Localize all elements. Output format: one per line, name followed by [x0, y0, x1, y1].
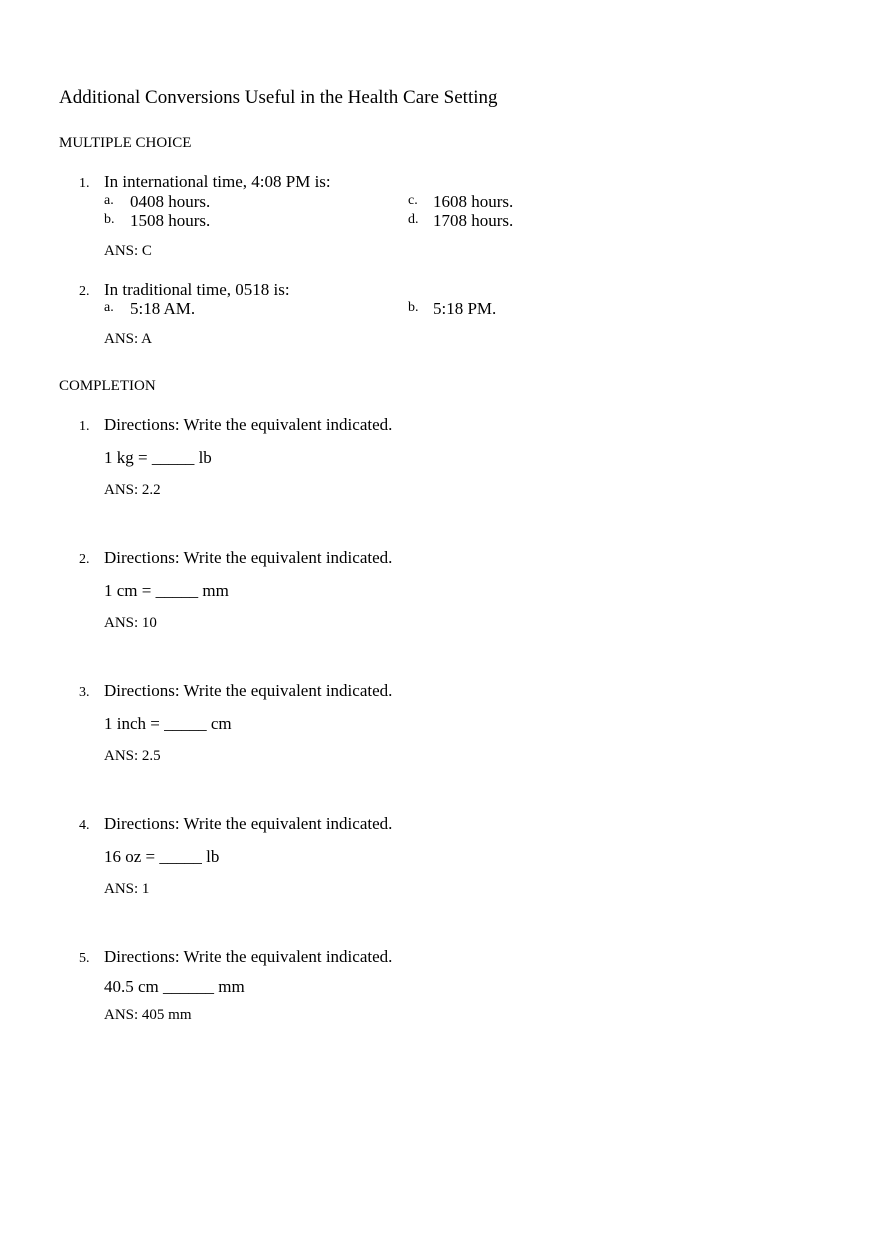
option-text: 1508 hours. [130, 211, 211, 230]
question-prompt: 1 kg = _____ lb [104, 448, 212, 467]
question-text: In traditional time, 0518 is: [104, 280, 290, 299]
option-letter: b. [408, 300, 419, 315]
question-directions: Directions: Write the equivalent indicated. [104, 548, 393, 567]
question-prompt: 16 oz = _____ lb [104, 847, 220, 866]
answer-text: ANS: 10 [104, 615, 157, 631]
question-text: In international time, 4:08 PM is: [104, 172, 331, 191]
question-number: 2. [79, 284, 90, 299]
option-text: 0408 hours. [130, 192, 211, 211]
option-text: 5:18 AM. [130, 299, 196, 318]
option-text: 5:18 PM. [433, 299, 497, 318]
question-number: 4. [79, 818, 90, 833]
question-number: 1. [79, 176, 90, 191]
question-directions: Directions: Write the equivalent indicated. [104, 947, 393, 966]
option-letter: c. [408, 193, 418, 208]
answer-text: ANS: 405 mm [104, 1007, 192, 1023]
answer-text: ANS: 1 [104, 881, 150, 897]
page-title: Additional Conversions Useful in the Health Care Setting [59, 87, 498, 108]
question-number: 3. [79, 685, 90, 700]
question-directions: Directions: Write the equivalent indicated. [104, 681, 393, 700]
answer-text: ANS: 2.2 [104, 482, 161, 498]
question-directions: Directions: Write the equivalent indicated. [104, 814, 393, 833]
option-text: 1608 hours. [433, 192, 514, 211]
answer-text: ANS: C [104, 243, 152, 259]
question-prompt: 40.5 cm ______ mm [104, 977, 245, 996]
completion-heading: COMPLETION [59, 378, 156, 394]
option-letter: a. [104, 193, 114, 208]
question-prompt: 1 inch = _____ cm [104, 714, 232, 733]
question-number: 2. [79, 552, 90, 567]
question-number: 1. [79, 419, 90, 434]
option-text: 1708 hours. [433, 211, 514, 230]
question-number: 5. [79, 951, 90, 966]
answer-text: ANS: 2.5 [104, 748, 161, 764]
answer-text: ANS: A [104, 331, 152, 347]
option-letter: b. [104, 212, 115, 227]
question-directions: Directions: Write the equivalent indicated. [104, 415, 393, 434]
multiple-choice-heading: MULTIPLE CHOICE [59, 135, 192, 151]
option-letter: d. [408, 212, 419, 227]
question-prompt: 1 cm = _____ mm [104, 581, 229, 600]
option-letter: a. [104, 300, 114, 315]
